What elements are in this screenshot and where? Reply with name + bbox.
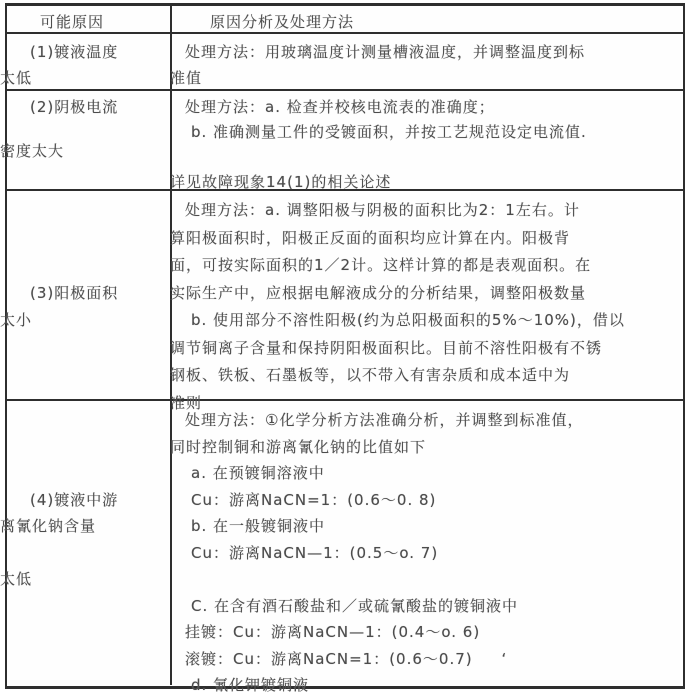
treatment-cell: [170, 191, 683, 412]
treatment-line: 准则: [170, 393, 203, 412]
treatment-line: 算阳极面积时，阳极正反面的面积均应计算在内。阳极背: [170, 228, 571, 247]
treatment-line: 处理方法：a. 调整阳极与阴极的面积比为2：1左右。计: [185, 201, 580, 219]
treatment-cell: [172, 34, 683, 89]
col-header-treatment: 原因分析及处理方法: [210, 13, 355, 31]
table-row: [0, 89, 683, 191]
spacer: [172, 566, 683, 593]
cause-line: 密度太大: [0, 142, 65, 160]
spacer: [7, 540, 170, 567]
treatment-line: 挂镀：Cu：游离NaCN—1：(0.4～o. 6): [185, 623, 481, 641]
treatment-line: 实际生产中，应根据电解液成分的分析结果，调整阳极数量: [170, 283, 587, 302]
spacer: [7, 225, 170, 253]
treatment-line: 处理方法：用玻璃温度计测量槽液温度，并调整温度到标: [185, 43, 586, 61]
troubleshooting-table: [0, 3, 685, 694]
treatment-cell: [170, 401, 683, 694]
spacer: [7, 197, 170, 225]
treatment-line: Cu：游离NaCN=1：(0.6～0. 8): [191, 490, 437, 509]
header-cell-treatment: [172, 6, 683, 32]
table-header-row: [7, 6, 683, 32]
treatment-line: 准值: [170, 69, 203, 87]
treatment-line: b. 在一般镀铜液中: [191, 517, 326, 535]
cause-line: (3)阳极面积: [30, 283, 119, 302]
cause-cell: [0, 191, 172, 399]
treatment-line: 处理方法：①化学分析方法准确分析，并调整到标准值，: [185, 411, 584, 429]
table-row: [0, 399, 683, 694]
spacer: [7, 252, 170, 280]
treatment-line: 钢板、铁板、石墨板等，以不带入有害杂质和成本适中为: [170, 366, 571, 384]
treatment-line: 面，可按实际面积的1／2计。这样计算的都是表观面积。在: [170, 256, 592, 274]
treatment-line: a. 在预镀铜溶液中: [191, 464, 325, 482]
spacer: [172, 145, 683, 170]
cause-line: (4)镀液中游: [30, 490, 119, 509]
treatment-line: 详见故障现象14(1)的相关论述: [170, 173, 392, 191]
treatment-line: b. 准确测量工件的受镀面积，并按工艺规范设定电流值.: [191, 123, 587, 141]
cause-line: 太小: [0, 311, 33, 329]
table-row: [0, 189, 683, 412]
cause-line: (2)阴极电流: [30, 98, 119, 116]
spacer: [7, 460, 170, 487]
treatment-line: 同时控制铜和游离氰化钠的比值如下: [170, 437, 427, 456]
col-header-cause: 可能原因: [40, 13, 105, 31]
spacer: [7, 434, 170, 461]
treatment-cell: [172, 91, 683, 189]
spacer: [7, 407, 170, 434]
treatment-line: 滚镀：Cu：游离NaCN=1：(0.6～0.7) ‘: [185, 649, 508, 668]
cause-line: (1)镀液温度: [30, 43, 119, 61]
header-cell-cause: [7, 6, 172, 32]
treatment-line: C. 在含有酒石酸盐和／或硫氰酸盐的镀铜液中: [191, 596, 519, 615]
cause-line: 离氰化钠含量: [0, 517, 97, 535]
treatment-line: 调节铜离子含量和保持阴阳极面积比。目前不溶性阳极有不锈: [170, 338, 603, 357]
treatment-line: b. 使用部分不溶性阳极(约为总阳极面积的5%～10%)，借以: [191, 311, 625, 329]
spacer: [7, 120, 170, 139]
treatment-line: 处理方法：a. 检查并校核电流表的准确度；: [185, 98, 495, 116]
cause-line: 太低: [0, 570, 33, 588]
treatment-line: d. 氰化钾镀铜液: [191, 676, 310, 694]
cause-cell: [0, 34, 172, 89]
cause-cell: [0, 401, 172, 685]
treatment-line: Cu：游离NaCN—1：(0.5～o. 7): [191, 543, 439, 562]
cause-cell: [0, 91, 172, 189]
table-row: [0, 32, 683, 89]
cause-line: 太低: [0, 69, 33, 87]
